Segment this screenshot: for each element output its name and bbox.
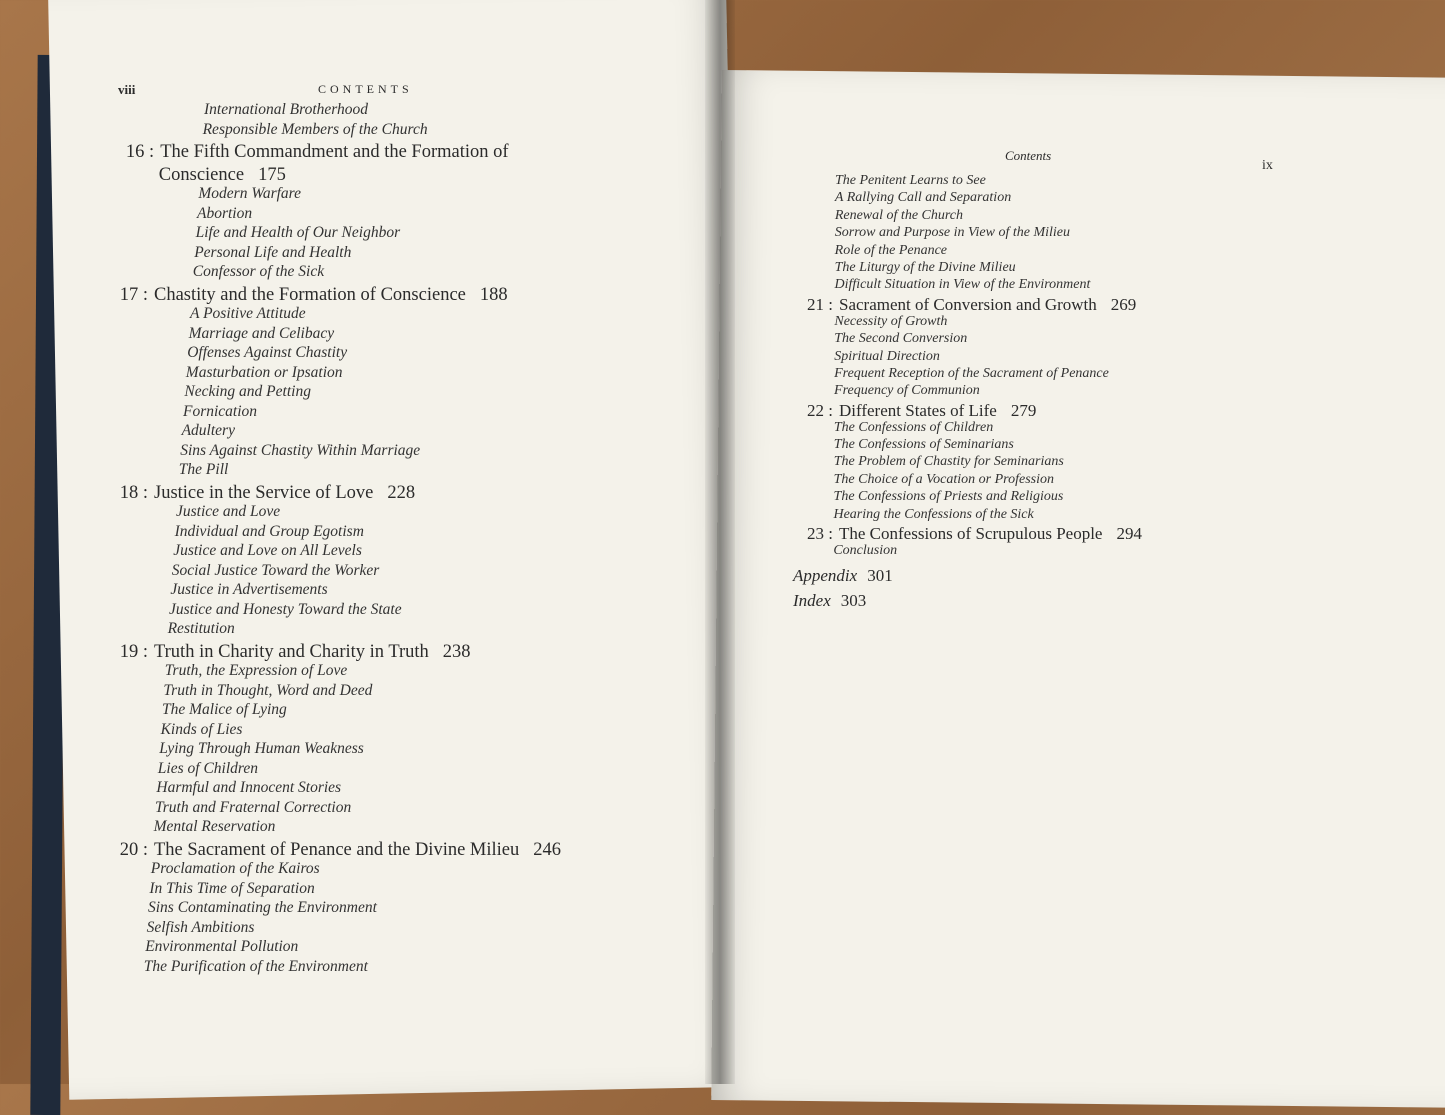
toc-subentry: Proclamation of the Kairos — [150, 860, 320, 877]
chapter-page-number: 279 — [1010, 400, 1037, 420]
toc-chapter-entry — [100, 286, 670, 305]
toc-subentry: Hearing the Confessions of the Sick — [833, 506, 1034, 522]
back-matter-title: Index — [793, 591, 831, 611]
toc-subentry: Necking and Petting — [184, 383, 311, 400]
toc-chapter-entry — [793, 296, 1353, 313]
toc-subentry: Truth in Thought, Word and Deed — [163, 681, 373, 699]
chapter-page-number: 238 — [442, 641, 471, 662]
toc-subentry: The Problem of Chastity for Seminarians — [833, 454, 1064, 470]
toc-subentry: Kinds of Lies — [160, 720, 243, 738]
toc-subentry: Justice and Honesty Toward the State — [169, 600, 402, 618]
toc-subentry: Necessity of Growth — [834, 313, 948, 329]
left-running-head: CONTENTS — [318, 82, 413, 96]
toc-subentry: Lies of Children — [157, 759, 258, 777]
chapter-number: 18 : — [119, 482, 148, 503]
right-table-of-contents — [793, 172, 1353, 609]
toc-subentry: Sins Contaminating the Environment — [148, 899, 377, 916]
toc-subentry: The Liturgy of the Divine Milieu — [834, 259, 1016, 275]
toc-subentry: The Second Conversion — [834, 331, 968, 347]
toc-chapter-entry — [100, 484, 670, 503]
toc-subentry: Responsible Members of the Church — [202, 120, 428, 138]
toc-subentry: The Pill — [178, 461, 229, 478]
toc-subentry: In This Time of Separation — [149, 879, 315, 897]
toc-subentry: Confessor of the Sick — [192, 263, 325, 280]
back-matter-page-number: 301 — [867, 566, 893, 586]
toc-subentry: Mental Reservation — [153, 818, 276, 835]
toc-subentry: Individual and Group Egotism — [174, 522, 364, 540]
left-page-number: viii — [118, 82, 136, 97]
toc-subentry: Truth and Fraternal Correction — [155, 798, 352, 816]
toc-subentry: Justice and Love — [176, 503, 281, 520]
toc-subentry: A Rallying Call and Separation — [834, 190, 1012, 206]
toc-subentry: Truth, the Expression of Love — [164, 662, 348, 679]
toc-subentry: Sins Against Chastity Within Marriage — [180, 441, 421, 459]
back-matter-page-number: 303 — [840, 591, 867, 611]
toc-subentry: Environmental Pollution — [145, 938, 299, 955]
toc-subentry: Spiritual Direction — [834, 348, 940, 364]
chapter-title: Chastity and the Formation of Conscience — [154, 284, 466, 305]
toc-back-matter-entry — [793, 567, 1353, 584]
toc-subentry: Social Justice Toward the Worker — [171, 561, 380, 579]
toc-back-matter-entry — [793, 592, 1353, 609]
toc-chapter-entry — [106, 143, 670, 162]
toc-chapter-entry — [793, 402, 1353, 419]
chapter-number: 17 : — [119, 284, 148, 305]
chapter-title: Truth in Charity and Charity in Truth — [154, 641, 429, 662]
toc-subentry: Justice and Love on All Levels — [173, 542, 362, 559]
chapter-title-continued: Conscience — [158, 164, 245, 185]
chapter-number: 22 : — [807, 400, 833, 420]
toc-subentry: Adultery — [181, 422, 235, 439]
toc-subentry: Personal Life and Health — [194, 243, 352, 261]
toc-subentry: Masturbation or Ipsation — [185, 363, 343, 381]
chapter-page-number: 294 — [1116, 524, 1142, 544]
toc-subentry: Offenses Against Chastity — [187, 344, 348, 361]
toc-subentry: Restitution — [167, 620, 235, 637]
toc-subentry: A Positive Attitude — [190, 305, 306, 322]
toc-subentry: Modern Warfare — [198, 185, 302, 202]
chapter-page-number: 175 — [258, 164, 286, 185]
book-gutter — [705, 0, 735, 1084]
toc-subentry: Conclusion — [833, 543, 898, 559]
chapter-page-number: 188 — [479, 284, 508, 305]
toc-subentry: Harmful and Innocent Stories — [156, 779, 342, 796]
toc-subentry: The Confessions of Seminarians — [833, 437, 1014, 453]
chapter-number: 21 : — [807, 294, 833, 314]
chapter-number: 16 : — [125, 142, 155, 162]
chapter-title: Different States of Life — [839, 400, 997, 420]
toc-subentry: Renewal of the Church — [834, 207, 964, 223]
toc-subentry: The Malice of Lying — [162, 701, 287, 718]
chapter-number: 19 : — [119, 641, 148, 662]
toc-chapter-entry — [100, 841, 670, 860]
chapter-title: The Confessions of Scrupulous People — [839, 524, 1103, 544]
toc-subentry: The Penitent Learns to See — [835, 173, 986, 188]
toc-subentry: Justice in Advertisements — [170, 581, 328, 598]
toc-subentry: Selfish Ambitions — [146, 918, 255, 936]
chapter-title: Sacrament of Conversion and Growth — [839, 294, 1097, 314]
toc-chapter-entry-continued — [159, 166, 670, 185]
toc-subentry: International Brotherhood — [204, 101, 369, 118]
right-page-number: ix — [1262, 158, 1273, 173]
toc-subentry: The Confessions of Priests and Religious — [833, 489, 1064, 505]
chapter-number: 20 : — [119, 839, 148, 860]
chapter-page-number: 228 — [387, 482, 416, 503]
toc-subentry: Frequency of Communion — [834, 383, 980, 399]
toc-subentry: Frequent Reception of the Sacrament of Penance — [834, 365, 1109, 381]
right-running-head: Contents — [1005, 148, 1052, 163]
toc-chapter-entry — [793, 525, 1353, 542]
left-table-of-contents — [100, 100, 670, 976]
chapter-page-number: 246 — [533, 839, 561, 860]
toc-subentry: The Purification of the Environment — [143, 957, 368, 975]
chapter-title: Justice in the Service of Love — [154, 482, 374, 503]
toc-subentry: Fornication — [183, 402, 258, 420]
toc-subentry: Sorrow and Purpose in View of the Milieu — [834, 225, 1071, 241]
toc-subentry: Role of the Penance — [834, 242, 948, 258]
toc-subentry: Abortion — [197, 204, 253, 222]
chapter-title: The Sacrament of Penance and the Divine Milieu — [154, 839, 520, 860]
chapter-number: 23 : — [807, 524, 833, 544]
toc-subentry: Life and Health of Our Neighbor — [195, 224, 401, 241]
toc-subentry: The Choice of a Vocation or Profession — [833, 471, 1054, 487]
toc-subentry: Marriage and Celibacy — [188, 324, 335, 342]
toc-subentry: The Confessions of Children — [833, 419, 994, 435]
toc-subentry: Difficult Situation in View of the Environment — [834, 277, 1091, 293]
toc-subentry: Lying Through Human Weakness — [159, 740, 364, 757]
back-matter-title: Appendix — [793, 566, 858, 586]
toc-chapter-entry — [100, 643, 670, 662]
chapter-page-number: 269 — [1110, 294, 1137, 314]
chapter-title: The Fifth Commandment and the Formation of — [160, 142, 509, 162]
